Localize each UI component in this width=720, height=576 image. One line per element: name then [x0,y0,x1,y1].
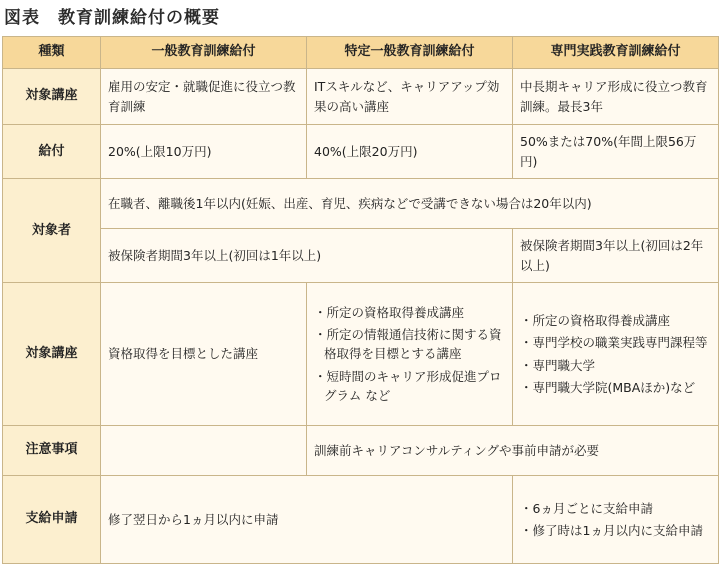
row-label-courses: 対象講座 [3,69,101,125]
row-label-notes: 注意事項 [3,425,101,475]
application-general-specific: 修了翌日から1ヵ月以内に申請 [101,475,513,563]
courses2-specific-list [314,303,505,406]
list-item: ・ 所定の資格取得養成講座 [314,303,505,322]
row-label-benefit: 給付 [3,125,101,179]
table-row [3,179,719,229]
application-professional-list [520,499,711,541]
eligible-common: 在職者、離職後1年以内(妊娠、出産、育児、疾病などで受講できない場合は20年以内) [101,179,719,229]
table-row [3,475,719,563]
list-item: ・ 6ヵ月ごとに支給申請 [520,499,711,518]
benefit-overview-table [2,36,719,564]
list-item: ・ 短時間のキャリア形成促進プログラム など [314,367,505,406]
benefit-professional: 50%または70%(年間上限56万円) [513,125,719,179]
list-item: ・ 所定の情報通信技術に関する資格取得を目標とする講座 [314,325,505,364]
header-type: 種類 [3,37,101,69]
list-item: ・ 修了時は1ヵ月以内に支給申請 [520,521,711,540]
table-row [3,69,719,125]
table-row [3,283,719,425]
table-row [3,425,719,475]
courses2-general: 資格取得を目標とした講座 [101,283,307,425]
notes-specific-professional: 訓練前キャリアコンサルティングや事前申請が必要 [307,425,719,475]
courses-professional: 中長期キャリア形成に役立つ教育訓練。最長3年 [513,69,719,125]
list-item: ・ 専門学校の職業実践専門課程等 [520,333,711,352]
benefit-general: 20%(上限10万円) [101,125,307,179]
list-item: ・ 専門職大学 [520,356,711,375]
table-row [3,125,719,179]
courses2-professional [513,283,719,425]
header-professional: 専門実践教育訓練給付 [513,37,719,69]
header-specific: 特定一般教育訓練給付 [307,37,513,69]
list-item: ・ 所定の資格取得養成講座 [520,311,711,330]
header-row [3,37,719,69]
eligible-professional: 被保険者期間3年以上(初回は2年以上) [513,229,719,283]
header-general: 一般教育訓練給付 [101,37,307,69]
courses-specific: ITスキルなど、キャリアアップ効果の高い講座 [307,69,513,125]
courses2-specific [307,283,513,425]
page-title: 図表 教育訓練給付の概要 [4,8,220,28]
benefit-specific: 40%(上限20万円) [307,125,513,179]
eligible-general-specific: 被保険者期間3年以上(初回は1年以上) [101,229,513,283]
row-label-eligible: 対象者 [3,179,101,283]
row-label-application: 支給申請 [3,475,101,563]
row-label-courses2: 対象講座 [3,283,101,425]
application-professional [513,475,719,563]
courses-general: 雇用の安定・就職促進に役立つ教育訓練 [101,69,307,125]
list-item: ・ 専門職大学院(MBAほか)など [520,378,711,397]
table-row [3,229,719,283]
notes-general [101,425,307,475]
courses2-professional-list [520,311,711,398]
